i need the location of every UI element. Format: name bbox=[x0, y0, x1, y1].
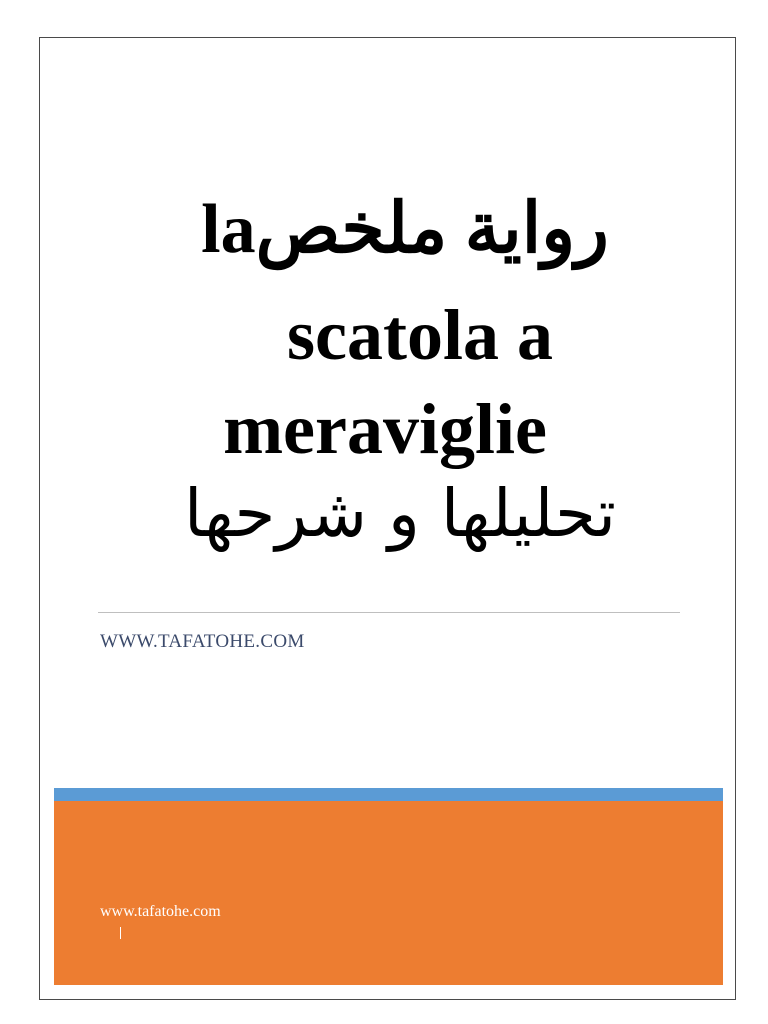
title-line-1: رواية ملخصla bbox=[201, 191, 609, 268]
website-header[interactable]: WWW.TAFATOHE.COM bbox=[100, 631, 305, 652]
orange-footer-panel bbox=[54, 801, 723, 985]
title-divider bbox=[98, 612, 680, 613]
title-line-3: meraviglie bbox=[223, 389, 547, 469]
footer-url[interactable]: www.tafatohe.com bbox=[100, 903, 221, 920]
blue-stripe bbox=[54, 788, 723, 801]
text-cursor bbox=[120, 927, 121, 939]
document-title bbox=[60, 191, 710, 552]
title-line-4: تحليلها و شرحها bbox=[184, 475, 616, 552]
title-line-2: scatola a bbox=[287, 295, 553, 375]
